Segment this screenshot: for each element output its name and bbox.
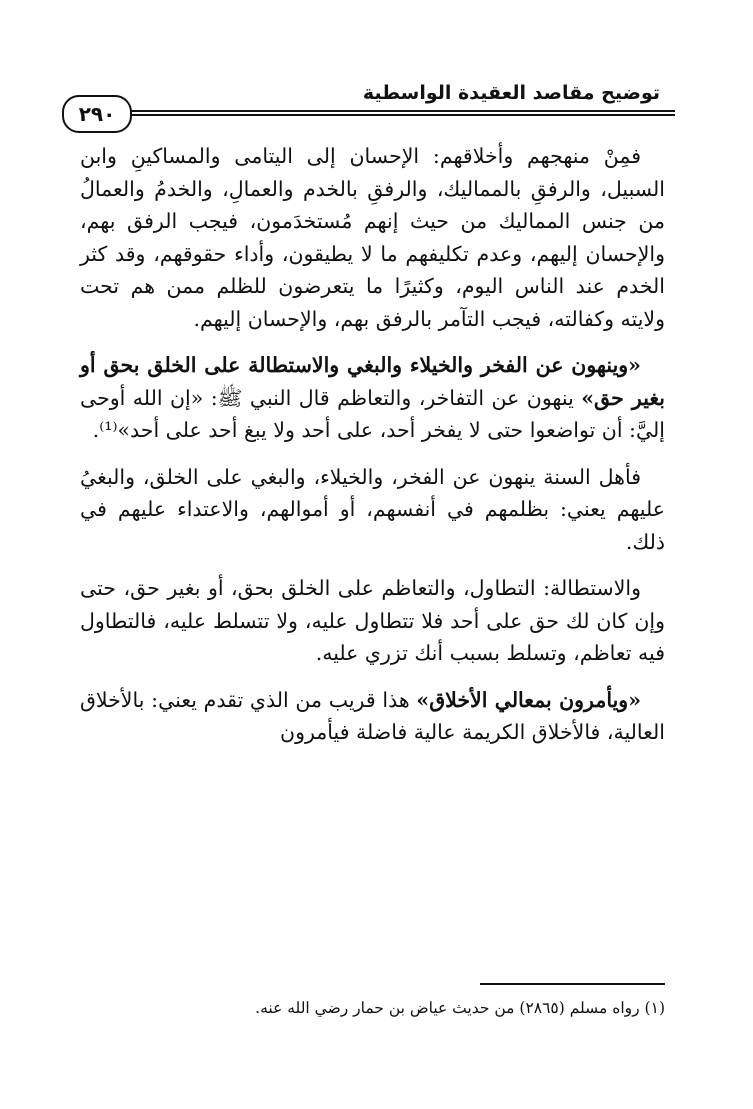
page-number-badge [62, 95, 132, 133]
paragraph-1-text: فمِنْ منهجهم وأخلاقهم: الإحسان إلى اليتامى والمساكينِ وابن السبيل، والرفقِ بالمماليك، والرفقِ بالخدم والعمالِ، والخدمُ والعمالُ من جنس المماليك من حيث إنهم مُستخدَمون، فيجب الرفق بهم، والإحسان إليهم، وعدم تكليفهم ما لا يطيقون، وأداء حقوقهم، وقد كثر الخدم عند الناس اليوم، وكثيرًا ما يتعرضون للظلم ممن هم تحت ولايته وكفالته، فيجب التآمر بالرفق بهم، والإحسان إليهم. [80, 144, 665, 331]
paragraph-5-quote: «ويأمرون بمعالي الأخلاق» [416, 687, 642, 712]
page-header [70, 82, 660, 132]
paragraph-1 [80, 140, 665, 335]
running-title: توضيح مقاصد العقيدة الواسطية [362, 82, 660, 104]
header-rule [70, 110, 675, 112]
paragraph-4-text: والاستطالة: التطاول، والتعاظم على الخلق بحق، أو بغير حق، حتى وإن كان لك حق على أحد فلا تتطاول عليه، ولا تتسلط عليه، فالتطاول فيه تعاظم، وتسلط بسبب أنك تزري عليه. [80, 576, 665, 665]
paragraph-2 [80, 349, 665, 447]
page-number: ٢٩٠ [78, 102, 116, 126]
footnote: (١) رواه مسلم (٢٨٦٥) من حديث عياض بن حمار رضي الله عنه. [255, 999, 665, 1017]
paragraph-2-quote: «وينهون عن الفخر والخيلاء والبغي والاستطالة على الخلق بحق أو بغير حق» [80, 353, 665, 410]
footnote-divider [480, 983, 665, 985]
paragraph-5 [80, 684, 665, 749]
body-text [80, 140, 665, 763]
paragraph-2-text: ينهون عن التفاخر، والتعاظم قال النبي ﷺ: «إن الله أوحى إليَّ: أن تواضعوا حتى لا يفخر أحد، على أحد ولا يبغ أحد على أحد»⁽¹⁾. [80, 385, 665, 442]
paragraph-3 [80, 461, 665, 559]
paragraph-4 [80, 572, 665, 670]
header-rule-double [70, 114, 675, 116]
paragraph-5-text: هذا قريب من الذي تقدم يعني: بالأخلاق العالية، فالأخلاق الكريمة عالية فاضلة فيأمرون [80, 687, 665, 744]
paragraph-3-text: فأهل السنة ينهون عن الفخر، والخيلاء، والبغي على الخلق، والبغيُ عليهم يعني: بظلمهم في أنفسهم، أو أموالهم، والاعتداء عليهم في ذلك. [80, 464, 665, 554]
